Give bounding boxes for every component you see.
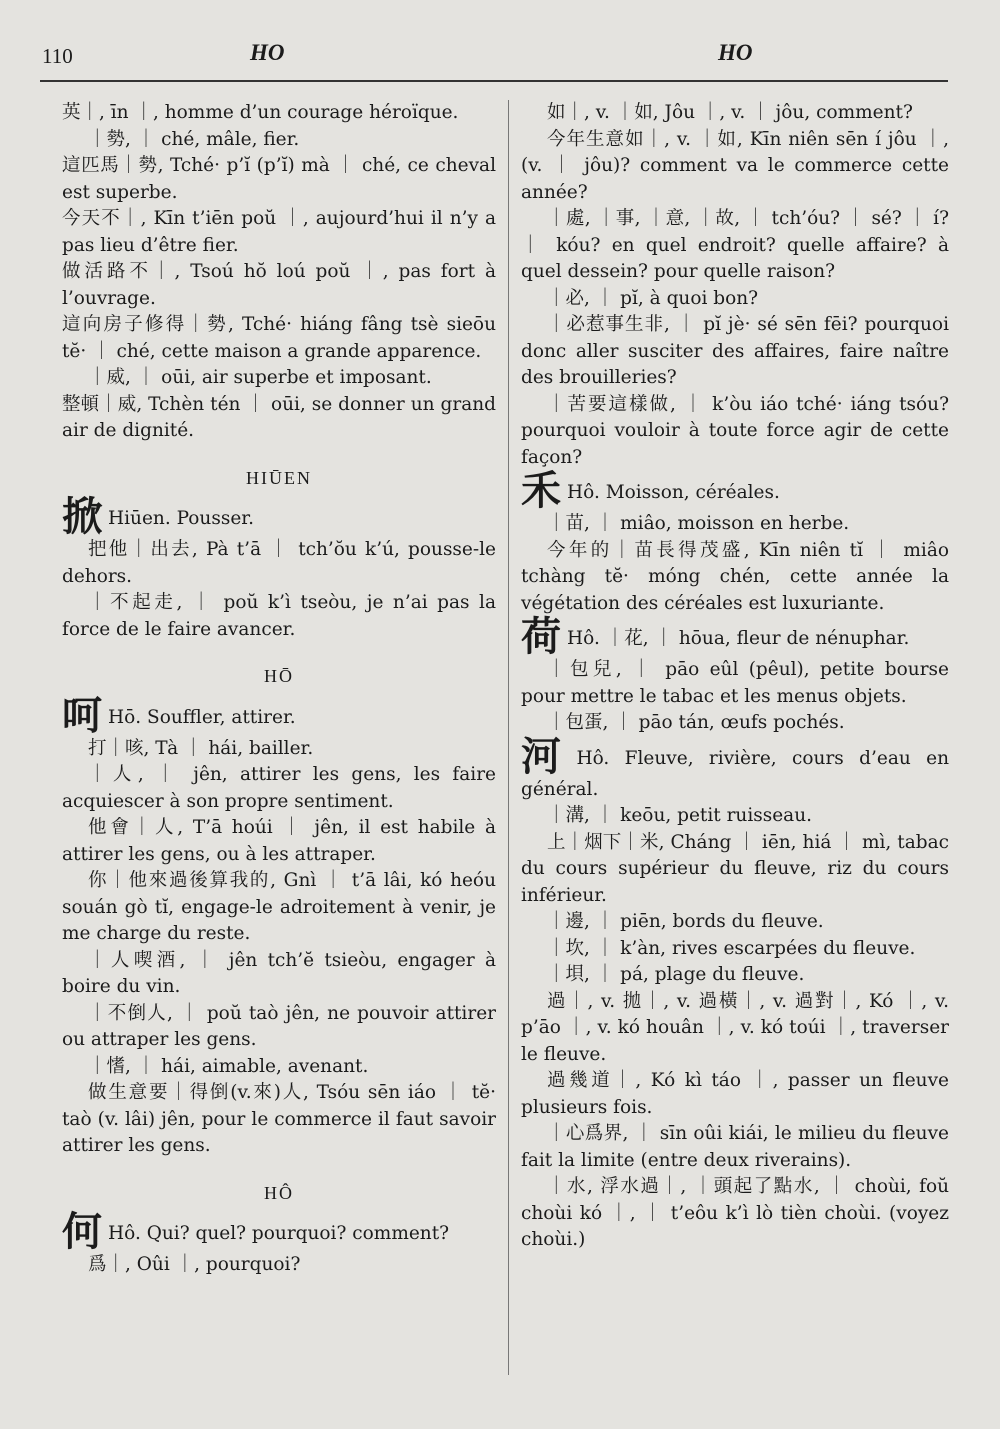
definition-line: ｜心爲界, ｜ sīn oûi kiái, le milieu du fleuve fait la limite (entre deux riverains). [521,1123,949,1171]
definition-line: ｜人喫酒, ｜ jên tch’ĕ tsieòu, engager à boire du vin. [62,949,496,997]
headword-character: 何 [62,1209,102,1255]
right-column [521,100,949,1254]
definition-line: ｜邊, ｜ piēn, bords du fleuve. [547,911,824,932]
definition-line: ｜處, ｜事, ｜意, ｜故, ｜ tch’óu? ｜ sé? ｜ í? ｜ kóu? en quel endroit? quelle affaire? à quel dessein? pour quelle raison? [521,208,949,282]
headword-character: 河 [521,733,571,780]
headword-gloss: Hô. Moisson, céréales. [567,482,780,503]
headword-gloss: Hiūen. Pousser. [108,508,254,529]
headword-entry [62,692,496,739]
header-rule [40,80,948,82]
definition-line: 如｜, v. ｜如, Jôu ｜, v. ｜ jôu, comment? [547,102,913,123]
headword-gloss: Hô. Fleuve, rivière, cours d’eau en général. [521,747,949,800]
definition-line: 做生意要｜得倒(v.來)人, Tsóu sēn iáo ｜ tĕ· taò (v. lâi) jên, pour le commerce il faut savoir attirer les gens. [62,1082,496,1156]
definition-line: ｜包兒, ｜ pāo eûl (pêul), petite bourse pour mettre le tabac et les menus objets. [521,659,949,707]
left-running-head: HO [250,40,285,65]
headword-character: 荷 [521,614,561,660]
definition-line: ｜水, 浮水過｜, ｜頭起了點水, ｜ choùi, foŭ choùi kó ｜, ｜ t’eôu k’ì lò tièn choùi. (voyez choùi.) [521,1176,949,1250]
definition-line: ｜苗, ｜ miâo, moisson en herbe. [547,513,850,534]
page-header [0,0,1000,86]
definition-line: ｜威, ｜ oūi, air superbe et imposant. [88,367,432,388]
definition-line: 你｜他來過後算我的, Gnì ｜ t’ā lâi, kó heóu souán gò tĭ, engage-le adroitement à venir, je me charge du reste. [62,870,496,944]
definition-line: 這向房子修得｜勢, Tché· hiáng fâng tsè sieōu tĕ· ｜ ché, cette maison a grande apparence. [62,314,496,362]
right-running-head: HO [718,40,753,65]
headword-character: 禾 [521,468,561,514]
definition-line: ｜溝, ｜ keōu, petit ruisseau. [547,805,813,826]
definition-line: ｜不起走, ｜ poŭ k’ì tseòu, je n’ai pas la force de le faire avancer. [62,592,496,640]
definition-line: ｜垻, ｜ pá, plage du fleuve. [547,964,805,985]
definition-line: ｜坎, ｜ k’àn, rives escarpées du fleuve. [547,937,916,959]
left-column [62,100,496,1279]
headword-gloss: Hô. ｜花, ｜ hōua, fleur de nénuphar. [567,628,910,649]
definition-line: ｜愭, ｜ hái, aimable, avenant. [88,1055,369,1077]
column-divider [508,100,509,1375]
headword-entry [62,494,496,540]
definition-line: 今年生意如｜, v. ｜如, Kīn niên sēn í jôu ｜, (v. ｜ jôu)? comment va le commerce cette année? [521,128,949,203]
section-heading: HŌ [264,666,294,686]
definition-line: 他會｜人, T’ā hoúi ｜ jên, il est habile à attirer les gens, ou à les attraper. [62,817,496,865]
definition-line: ｜苦要這樣做, ｜ k’òu iáo tché· iáng tsóu? pourquoi vouloir à toute force agir de cette façon? [521,393,949,468]
headword-entry [62,1209,496,1255]
definition-line: 今天不｜, Kīn t’iēn poŭ ｜, aujourd’hui il n’y a pas lieu d’être fier. [62,208,496,256]
definition-line: ｜必, ｜ pĭ, à quoi bon? [547,287,759,309]
definition-line: ｜不倒人, ｜ poŭ taò jên, ne pouvoir attirer ou attraper les gens. [62,1002,496,1050]
definition-line: 英｜, īn ｜, homme d’un courage héroïque. [62,102,459,123]
definition-line: 上｜烟下｜米, Cháng ｜ iēn, hiá ｜ mì, tabac du cours supérieur du fleuve, riz du cours inférieur. [521,831,949,906]
headword-entry [521,614,949,660]
definition-line: ｜必惹事生非, ｜ pĭ jè· sé sēn fēi? pourquoi donc aller susciter des affaires, faire naître des brouilleries? [521,314,949,388]
headword-gloss: Hô. Qui? quel? pourquoi? comment? [108,1223,450,1244]
definition-line: 過幾道｜, Kó kì táo ｜, passer un fleuve plusieurs fois. [521,1070,949,1118]
headword-character: 掀 [62,494,102,540]
definition-line: 這匹馬｜勢, Tché· p’ĭ (p’ĭ) mà ｜ ché, ce cheval est superbe. [62,155,496,203]
definition-line: 把他｜出去, Pà t’ā ｜ tch’ŏu k’ú, pousse-le dehors. [62,539,496,587]
section-heading: HÔ [264,1182,294,1203]
headword-entry [521,468,949,514]
definition-line: 過｜, v. 拋｜, v. 過橫｜, v. 過對｜, Kó ｜, v. p’āo ｜, v. kó houân ｜, v. kó toúi ｜, traverser le fleuve. [521,990,949,1065]
definition-line: 打｜咳, Tà ｜ hái, bailler. [88,737,314,759]
definition-line: ｜人, ｜ jên, attirer les gens, les faire acquiescer à son propre sentiment. [62,764,496,812]
headword-character: 呵 [62,692,102,739]
definition-line: ｜包蛋, ｜ pāo tán, œufs pochés. [547,712,845,733]
definition-line: 做活路不｜, Tsoú hŏ loú poŭ ｜, pas fort à l’ouvrage. [62,261,496,309]
headword-gloss: Hō. Souffler, attirer. [108,706,296,728]
definition-line: ｜勢, ｜ ché, mâle, fier. [88,128,300,150]
definition-line: 爲｜, Oûi ｜, pourquoi? [88,1254,301,1275]
page-number: 110 [42,44,73,68]
headword-entry [521,733,949,804]
definition-line: 今年的｜苗長得茂盛, Kīn niên tĭ ｜ miâo tchàng tĕ· móng chén, cette année la végétation des céréales est luxuriante. [521,539,949,614]
section-heading: HIŪEN [246,467,312,488]
definition-line: 整頓｜威, Tchèn tén ｜ oūi, se donner un grand air de dignité. [62,393,496,441]
